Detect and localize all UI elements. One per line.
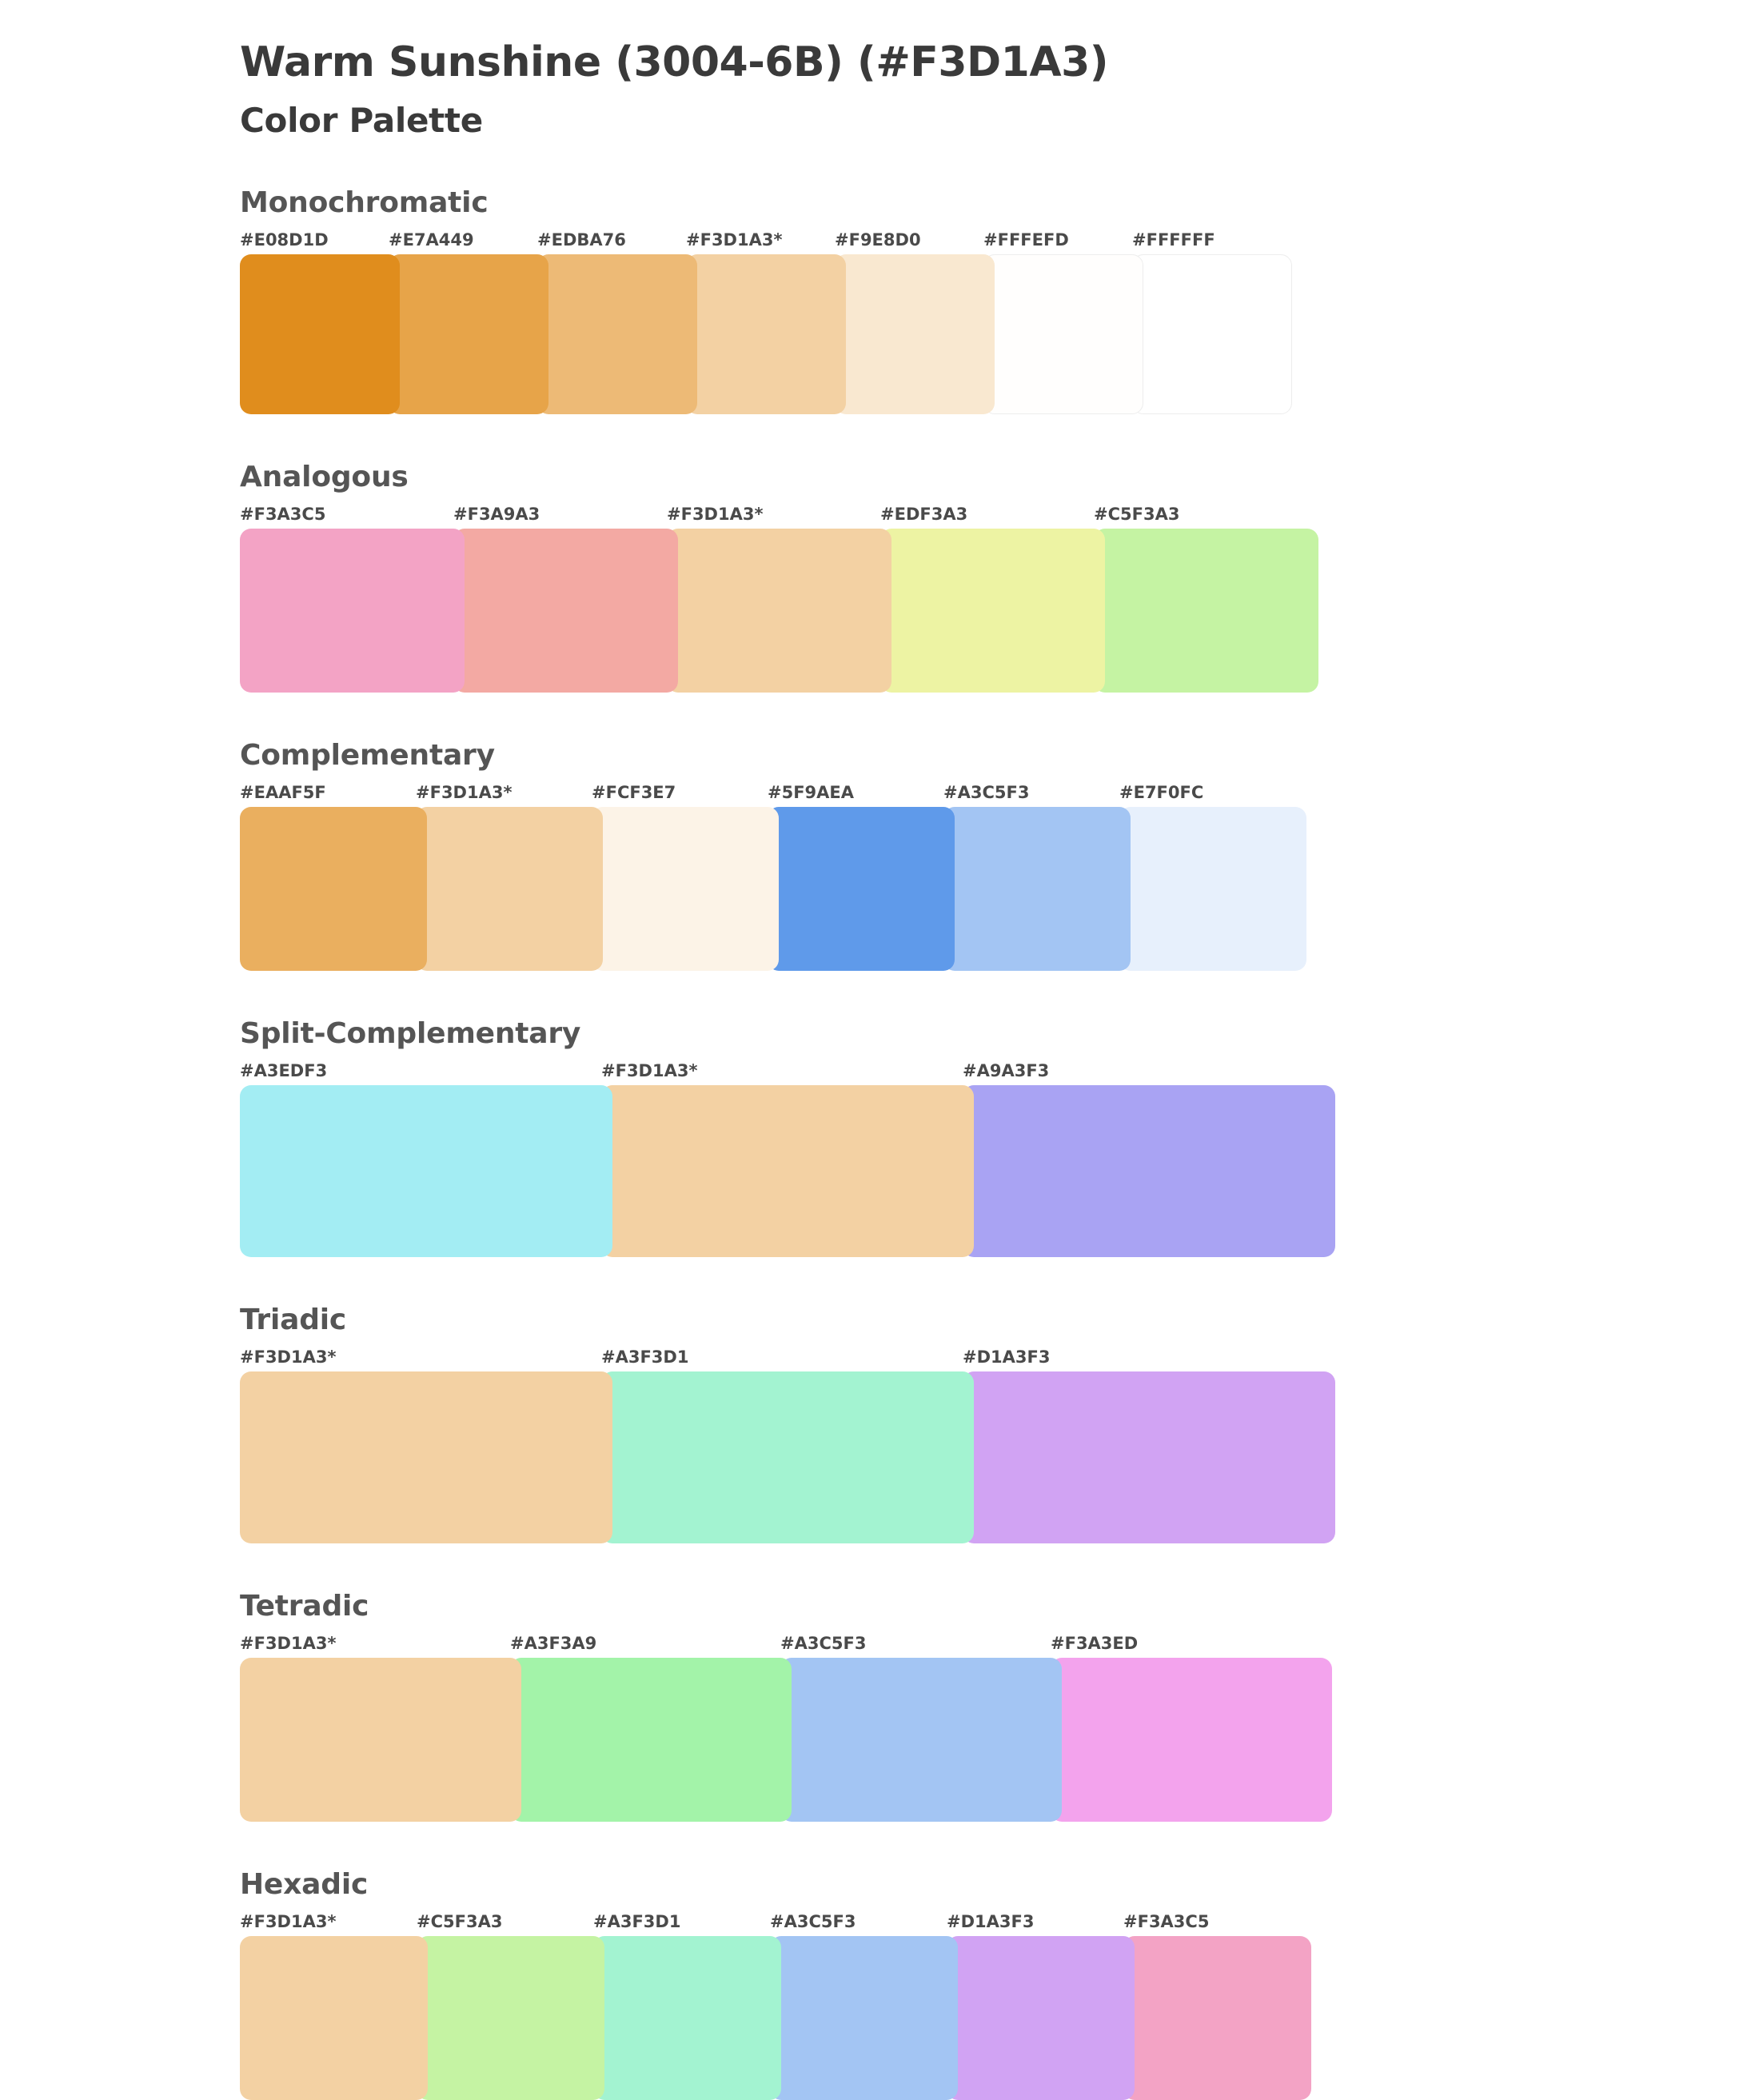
color-swatch[interactable] [601,1085,974,1257]
color-swatch[interactable] [510,1658,792,1822]
color-swatch[interactable] [416,807,603,971]
swatch-hex-label: #EAAF5F [240,783,326,802]
swatch-hex-label: #A3F3D1 [601,1347,689,1367]
color-swatch[interactable] [1094,529,1318,693]
section-title: Hexadic [240,1868,369,1901]
swatch-hex-label: #F3D1A3* [240,1912,337,1931]
color-swatch[interactable] [389,254,548,414]
swatch-hex-label: #F3A3C5 [1123,1912,1210,1931]
swatch-hex-label: #C5F3A3 [417,1912,503,1931]
palette-section [240,461,1759,693]
section-title: Monochromatic [240,186,489,219]
swatch-hex-label: #EDBA76 [537,230,626,250]
swatch-hex-label: #A3EDF3 [240,1061,328,1080]
swatch-row [240,1936,1759,2100]
swatch-hex-label: #E08D1D [240,230,329,250]
color-swatch[interactable] [240,1936,428,2100]
color-swatch[interactable] [240,1371,612,1543]
swatch-hex-label: #A3F3A9 [510,1634,597,1653]
swatch-hex-label: #F3A9A3 [453,505,540,524]
section-title: Analogous [240,461,409,493]
swatch-label-row [240,783,1759,807]
swatch-hex-label: #F3D1A3* [601,1061,698,1080]
color-swatch[interactable] [240,1658,521,1822]
color-swatch[interactable] [240,1085,612,1257]
swatch-hex-label: #F3D1A3* [240,1347,337,1367]
swatch-hex-label: #A3F3D1 [593,1912,681,1931]
swatch-row [240,807,1759,971]
swatch-hex-label: #A3C5F3 [770,1912,856,1931]
color-swatch[interactable] [770,1936,958,2100]
page-title: Warm Sunshine (3004-6B) (#F3D1A3) [240,38,1109,86]
swatch-label-row [240,1061,1759,1085]
swatch-label-row [240,505,1759,529]
swatch-label-row [240,230,1759,254]
section-title: Tetradic [240,1590,369,1623]
swatch-hex-label: #F3A3ED [1051,1634,1139,1653]
swatch-row [240,254,1759,414]
color-swatch[interactable] [1132,254,1292,414]
color-swatch[interactable] [593,1936,781,2100]
swatch-label-row [240,1912,1759,1936]
color-swatch[interactable] [601,1371,974,1543]
palette-sections [0,186,1759,2100]
color-swatch[interactable] [963,1085,1335,1257]
color-swatch[interactable] [240,254,400,414]
palette-section [240,1017,1759,1257]
palette-section [240,1868,1759,2100]
swatch-label-row [240,1634,1759,1658]
swatch-hex-label: #EDF3A3 [880,505,968,524]
color-swatch[interactable] [453,529,678,693]
swatch-hex-label: #F9E8D0 [835,230,921,250]
swatch-hex-label: #F3D1A3* [686,230,783,250]
color-swatch[interactable] [780,1658,1062,1822]
color-swatch[interactable] [983,254,1143,414]
section-title: Complementary [240,739,495,772]
color-swatch[interactable] [768,807,955,971]
swatch-hex-label: #5F9AEA [768,783,855,802]
color-swatch[interactable] [943,807,1131,971]
color-swatch[interactable] [537,254,697,414]
swatch-hex-label: #D1A3F3 [963,1347,1051,1367]
page-subtitle: Color Palette [240,101,483,140]
color-swatch[interactable] [1051,1658,1332,1822]
swatch-hex-label: #E7F0FC [1119,783,1204,802]
swatch-hex-label: #A3C5F3 [780,1634,867,1653]
color-swatch[interactable] [240,807,427,971]
swatch-hex-label: #FFFEFD [983,230,1069,250]
color-swatch[interactable] [686,254,846,414]
palette-section [240,739,1759,971]
swatch-row [240,1371,1759,1543]
color-swatch[interactable] [240,529,465,693]
color-swatch[interactable] [592,807,779,971]
swatch-hex-label: #FFFFFF [1132,230,1215,250]
color-swatch[interactable] [1119,807,1306,971]
swatch-hex-label: #F3A3C5 [240,505,326,524]
color-swatch[interactable] [417,1936,604,2100]
swatch-row [240,1085,1759,1257]
color-swatch[interactable] [947,1936,1135,2100]
swatch-hex-label: #F3D1A3* [667,505,764,524]
swatch-row [240,1658,1759,1822]
palette-section [240,1590,1759,1822]
color-swatch[interactable] [880,529,1105,693]
palette-section [240,186,1759,414]
swatch-hex-label: #F3D1A3* [416,783,513,802]
color-swatch[interactable] [963,1371,1335,1543]
swatch-hex-label: #C5F3A3 [1094,505,1180,524]
swatch-hex-label: #E7A449 [389,230,474,250]
swatch-hex-label: #F3D1A3* [240,1634,337,1653]
section-title: Triadic [240,1304,347,1336]
color-swatch[interactable] [835,254,995,414]
color-swatch[interactable] [1123,1936,1311,2100]
section-title: Split-Complementary [240,1017,581,1050]
swatch-hex-label: #A9A3F3 [963,1061,1050,1080]
swatch-row [240,529,1759,693]
color-swatch[interactable] [667,529,891,693]
swatch-hex-label: #A3C5F3 [943,783,1030,802]
swatch-hex-label: #D1A3F3 [947,1912,1035,1931]
swatch-hex-label: #FCF3E7 [592,783,676,802]
swatch-label-row [240,1347,1759,1371]
palette-section [240,1304,1759,1543]
